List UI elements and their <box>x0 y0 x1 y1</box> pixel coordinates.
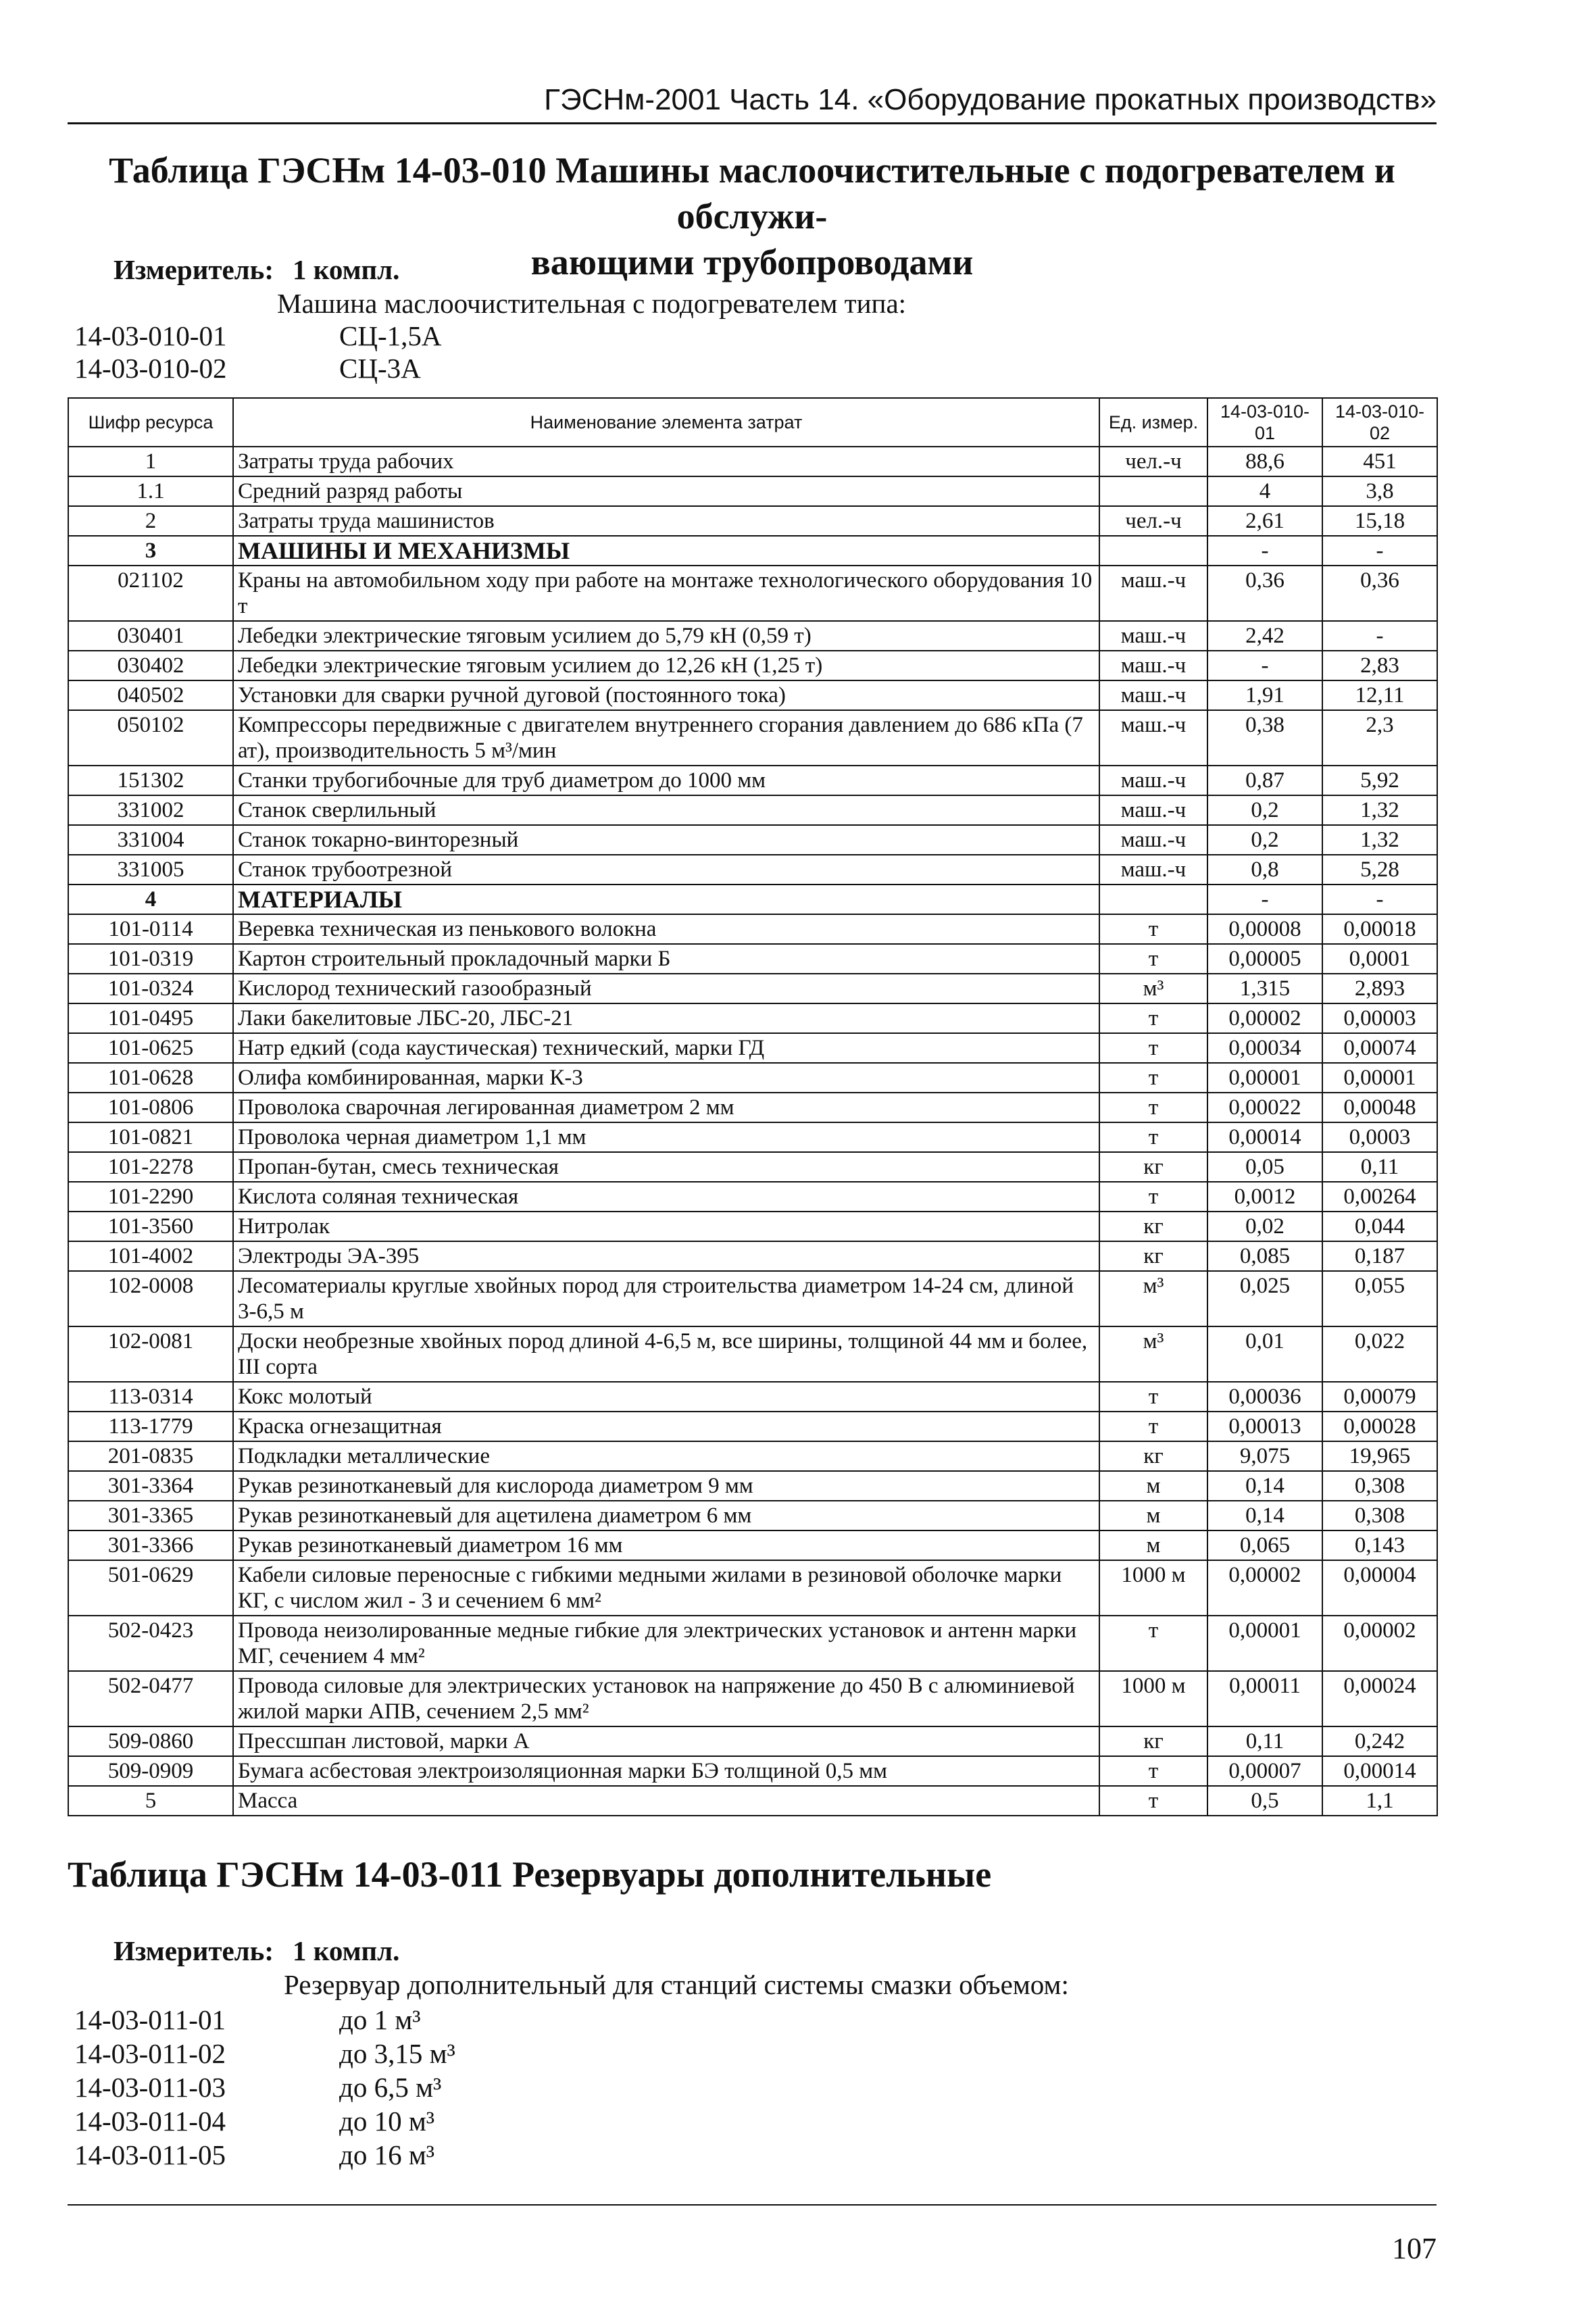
cell-unit: м³ <box>1099 1271 1207 1326</box>
cell-v1: 0,00022 <box>1207 1093 1322 1122</box>
table-row <box>68 447 1437 476</box>
cell-code: 101-0806 <box>68 1093 233 1122</box>
cell-v2: 0,00014 <box>1322 1756 1437 1786</box>
cell-code: 4 <box>68 885 233 914</box>
cell-code: 030401 <box>68 621 233 651</box>
cell-code: 502-0423 <box>68 1616 233 1671</box>
cell-unit <box>1099 476 1207 506</box>
cell-name: Проволока сварочная легированная диаметром 2 мм <box>233 1093 1099 1122</box>
table-row <box>68 1471 1437 1501</box>
cell-code: 331004 <box>68 825 233 855</box>
table2-variant-code: 14-03-011-04 <box>74 2106 226 2137</box>
cell-v1: 0,025 <box>1207 1271 1322 1326</box>
cell-unit: маш.-ч <box>1099 825 1207 855</box>
cell-v1: 0,065 <box>1207 1530 1322 1560</box>
table1-title-line1: Таблица ГЭСНм 14-03-010 Машины маслоочистительные с подогревателем и обслужи- <box>109 150 1395 237</box>
cell-v2: 1,32 <box>1322 825 1437 855</box>
table2-variant-name: до 1 м³ <box>339 2004 421 2035</box>
cell-name: Затраты труда рабочих <box>233 447 1099 476</box>
running-header: ГЭСНм-2001 Часть 14. «Оборудование прокатных производств» <box>544 83 1437 116</box>
table-row <box>68 1212 1437 1241</box>
cell-unit: т <box>1099 1382 1207 1412</box>
cell-code: 101-0319 <box>68 944 233 974</box>
cell-name: Установки для сварки ручной дуговой (постоянного тока) <box>233 680 1099 710</box>
cell-v2: 0,00024 <box>1322 1671 1437 1726</box>
cell-v1: - <box>1207 651 1322 680</box>
cell-v1: 0,02 <box>1207 1212 1322 1241</box>
cell-v1: 0,14 <box>1207 1471 1322 1501</box>
cell-name: Станок сверлильный <box>233 795 1099 825</box>
cell-v2: 0,00002 <box>1322 1616 1437 1671</box>
cell-v2: 1,32 <box>1322 795 1437 825</box>
cell-unit: т <box>1099 1412 1207 1441</box>
cell-code: 101-2278 <box>68 1152 233 1182</box>
cell-v2: 3,8 <box>1322 476 1437 506</box>
table-row <box>68 1382 1437 1412</box>
cell-name: Рукав резинотканевый диаметром 16 мм <box>233 1530 1099 1560</box>
cell-v2: 12,11 <box>1322 680 1437 710</box>
cell-unit: маш.-ч <box>1099 566 1207 621</box>
cell-name: Олифа комбинированная, марки К-3 <box>233 1063 1099 1093</box>
col-header-v1: 14-03-010-01 <box>1207 398 1322 447</box>
cell-v1: 0,00014 <box>1207 1122 1322 1152</box>
cell-unit: т <box>1099 914 1207 944</box>
table1-measure-value: 1 компл. <box>293 254 400 285</box>
cell-v1: 2,42 <box>1207 621 1322 651</box>
table1-intro: Машина маслоочистительная с подогревателем типа: <box>277 288 907 319</box>
cell-unit: м <box>1099 1530 1207 1560</box>
table2-title: Таблица ГЭСНм 14-03-011 Резервуары дополнительные <box>68 1854 992 1895</box>
cell-v1: 0,0012 <box>1207 1182 1322 1212</box>
cell-v1: 0,00007 <box>1207 1756 1322 1786</box>
cell-unit: кг <box>1099 1441 1207 1471</box>
cell-name: Доски необрезные хвойных пород длиной 4-6,5 м, все ширины, толщиной 44 мм и более, III сорта <box>233 1326 1099 1382</box>
cell-v1: - <box>1207 885 1322 914</box>
cell-unit: т <box>1099 1786 1207 1816</box>
table2-variant-name: до 10 м³ <box>339 2106 435 2137</box>
table2-intro: Резервуар дополнительный для станций системы смазки объемом: <box>284 1969 1069 2000</box>
cell-v1: 0,00008 <box>1207 914 1322 944</box>
cell-v1: 0,00034 <box>1207 1033 1322 1063</box>
footer-rule <box>68 2204 1437 2206</box>
table-row <box>68 1412 1437 1441</box>
table2-measure-value: 1 компл. <box>293 1935 400 1966</box>
cell-unit: т <box>1099 1122 1207 1152</box>
cell-name: Рукав резинотканевый для ацетилена диаметром 6 мм <box>233 1501 1099 1530</box>
cell-code: 3 <box>68 536 233 566</box>
cell-v1: 4 <box>1207 476 1322 506</box>
cell-name: Нитролак <box>233 1212 1099 1241</box>
cell-v2: 0,0003 <box>1322 1122 1437 1152</box>
cell-v1: 0,00001 <box>1207 1616 1322 1671</box>
cell-v2: 0,044 <box>1322 1212 1437 1241</box>
table-row <box>68 1560 1437 1616</box>
cell-v2: 0,308 <box>1322 1501 1437 1530</box>
cell-unit: маш.-ч <box>1099 710 1207 766</box>
cell-v2: 0,0001 <box>1322 944 1437 974</box>
cell-name: Натр едкий (сода каустическая) технический, марки ГД <box>233 1033 1099 1063</box>
cell-name: Прессшпан листовой, марки А <box>233 1726 1099 1756</box>
table-row <box>68 1152 1437 1182</box>
table-row <box>68 1033 1437 1063</box>
table-row <box>68 766 1437 795</box>
cell-v2: - <box>1322 536 1437 566</box>
cell-code: 509-0909 <box>68 1756 233 1786</box>
table1-variant-name: СЦ-1,5А <box>339 320 442 351</box>
cell-v2: 0,055 <box>1322 1271 1437 1326</box>
cell-v2: 2,893 <box>1322 974 1437 1003</box>
cell-v2: 15,18 <box>1322 506 1437 536</box>
cell-unit: т <box>1099 1093 1207 1122</box>
cell-name: МАТЕРИАЛЫ <box>233 885 1099 914</box>
cell-v2: - <box>1322 621 1437 651</box>
cell-name: Картон строительный прокладочный марки Б <box>233 944 1099 974</box>
cell-code: 113-0314 <box>68 1382 233 1412</box>
cell-code: 301-3365 <box>68 1501 233 1530</box>
cell-v2: 19,965 <box>1322 1441 1437 1471</box>
cell-v1: 9,075 <box>1207 1441 1322 1471</box>
table-row <box>68 855 1437 885</box>
cell-v2: 0,308 <box>1322 1471 1437 1501</box>
table2-measure-label: Измеритель: <box>114 1935 274 1966</box>
cell-code: 501-0629 <box>68 1560 233 1616</box>
cell-unit: кг <box>1099 1212 1207 1241</box>
resource-table-body <box>68 447 1437 1816</box>
table1-measure-label: Измеритель: <box>114 254 274 285</box>
cell-code: 201-0835 <box>68 1441 233 1471</box>
cell-v2: 0,00048 <box>1322 1093 1437 1122</box>
table-row <box>68 1241 1437 1271</box>
table-row <box>68 506 1437 536</box>
cell-v1: 0,00001 <box>1207 1063 1322 1093</box>
cell-code: 509-0860 <box>68 1726 233 1756</box>
table-row <box>68 974 1437 1003</box>
cell-name: Кокс молотый <box>233 1382 1099 1412</box>
cell-v2: 0,00001 <box>1322 1063 1437 1093</box>
table2-variant-name: до 6,5 м³ <box>339 2072 442 2103</box>
cell-v2: 451 <box>1322 447 1437 476</box>
cell-code: 021102 <box>68 566 233 621</box>
cell-unit: т <box>1099 1003 1207 1033</box>
table2-variant-code: 14-03-011-01 <box>74 2004 226 2035</box>
table1-variant-code: 14-03-010-01 <box>74 320 227 351</box>
table-row <box>68 1530 1437 1560</box>
cell-unit: т <box>1099 1033 1207 1063</box>
cell-unit: кг <box>1099 1152 1207 1182</box>
cell-unit: маш.-ч <box>1099 795 1207 825</box>
cell-code: 102-0081 <box>68 1326 233 1382</box>
cell-unit: т <box>1099 1616 1207 1671</box>
cell-name: Станки трубогибочные для труб диаметром до 1000 мм <box>233 766 1099 795</box>
cell-v2: 0,36 <box>1322 566 1437 621</box>
cell-code: 101-0324 <box>68 974 233 1003</box>
cell-code: 151302 <box>68 766 233 795</box>
cell-v1: 0,14 <box>1207 1501 1322 1530</box>
cell-name: Краска огнезащитная <box>233 1412 1099 1441</box>
table-row <box>68 1616 1437 1671</box>
cell-code: 301-3366 <box>68 1530 233 1560</box>
cell-name: Кислород технический газообразный <box>233 974 1099 1003</box>
col-header-unit: Ед. измер. <box>1099 398 1207 447</box>
cell-code: 1 <box>68 447 233 476</box>
cell-name: Проволока черная диаметром 1,1 мм <box>233 1122 1099 1152</box>
cell-unit: маш.-ч <box>1099 680 1207 710</box>
cell-name: Лебедки электрические тяговым усилием до 5,79 кН (0,59 т) <box>233 621 1099 651</box>
section-row <box>68 885 1437 914</box>
cell-name: Кислота соляная техническая <box>233 1182 1099 1212</box>
table-row <box>68 1271 1437 1326</box>
cell-unit: м³ <box>1099 974 1207 1003</box>
cell-unit: маш.-ч <box>1099 651 1207 680</box>
cell-v2: 0,00079 <box>1322 1382 1437 1412</box>
cell-unit: т <box>1099 944 1207 974</box>
cell-v2: 2,3 <box>1322 710 1437 766</box>
table-row <box>68 680 1437 710</box>
cell-unit: 1000 м <box>1099 1560 1207 1616</box>
cell-v1: 0,11 <box>1207 1726 1322 1756</box>
cell-code: 5 <box>68 1786 233 1816</box>
cell-unit: маш.-ч <box>1099 855 1207 885</box>
cell-name: Лаки бакелитовые ЛБС-20, ЛБС-21 <box>233 1003 1099 1033</box>
cell-name: Масса <box>233 1786 1099 1816</box>
col-header-v2: 14-03-010-02 <box>1322 398 1437 447</box>
table-row <box>68 1063 1437 1093</box>
table-row <box>68 1003 1437 1033</box>
cell-code: 030402 <box>68 651 233 680</box>
cell-v1: 0,36 <box>1207 566 1322 621</box>
cell-v1: 0,5 <box>1207 1786 1322 1816</box>
cell-code: 1.1 <box>68 476 233 506</box>
table-row <box>68 1501 1437 1530</box>
cell-code: 101-0625 <box>68 1033 233 1063</box>
cell-name: Веревка техническая из пенькового волокна <box>233 914 1099 944</box>
table2-variant-code: 14-03-011-03 <box>74 2072 226 2103</box>
cell-name: Пропан-бутан, смесь техническая <box>233 1152 1099 1182</box>
cell-v2: 0,11 <box>1322 1152 1437 1182</box>
cell-unit: чел.-ч <box>1099 447 1207 476</box>
cell-code: 2 <box>68 506 233 536</box>
cell-name: Рукав резинотканевый для кислорода диаметром 9 мм <box>233 1471 1099 1501</box>
cell-unit: кг <box>1099 1726 1207 1756</box>
table-row <box>68 710 1437 766</box>
table-row <box>68 795 1437 825</box>
cell-v1: 0,38 <box>1207 710 1322 766</box>
col-header-name: Наименование элемента затрат <box>233 398 1099 447</box>
cell-unit: м <box>1099 1471 1207 1501</box>
cell-name: Станок трубоотрезной <box>233 855 1099 885</box>
table-row <box>68 621 1437 651</box>
cell-name: Провода силовые для электрических установок на напряжение до 450 В с алюминиевой жилой марки АПВ, сечением 2,5 мм² <box>233 1671 1099 1726</box>
page-number: 107 <box>1392 2232 1437 2265</box>
table-row <box>68 651 1437 680</box>
table-row <box>68 1122 1437 1152</box>
cell-unit: т <box>1099 1182 1207 1212</box>
cell-code: 101-0628 <box>68 1063 233 1093</box>
cell-code: 101-2290 <box>68 1182 233 1212</box>
table-row <box>68 1671 1437 1726</box>
cell-unit: кг <box>1099 1241 1207 1271</box>
table-row <box>68 1726 1437 1756</box>
cell-v1: 0,085 <box>1207 1241 1322 1271</box>
header-rule <box>68 122 1437 124</box>
cell-name: Компрессоры передвижные с двигателем внутреннего сгорания давлением до 686 кПа (7 ат), производительность 5 м³/мин <box>233 710 1099 766</box>
cell-v1: 0,00013 <box>1207 1412 1322 1441</box>
cell-code: 040502 <box>68 680 233 710</box>
cell-name: Бумага асбестовая электроизоляционная марки БЭ толщиной 0,5 мм <box>233 1756 1099 1786</box>
section-row <box>68 536 1437 566</box>
cell-code: 102-0008 <box>68 1271 233 1326</box>
cell-v2: 1,1 <box>1322 1786 1437 1816</box>
cell-name: Краны на автомобильном ходу при работе на монтаже технологического оборудования 10 т <box>233 566 1099 621</box>
table2-variant-code: 14-03-011-05 <box>74 2139 226 2170</box>
cell-unit: м³ <box>1099 1326 1207 1382</box>
cell-unit: т <box>1099 1063 1207 1093</box>
cell-v1: 0,05 <box>1207 1152 1322 1182</box>
cell-v1: 0,8 <box>1207 855 1322 885</box>
resource-table <box>68 397 1438 1816</box>
cell-v2: 0,00074 <box>1322 1033 1437 1063</box>
cell-v2: 0,00028 <box>1322 1412 1437 1441</box>
cell-code: 101-3560 <box>68 1212 233 1241</box>
cell-v2: - <box>1322 885 1437 914</box>
cell-unit: маш.-ч <box>1099 766 1207 795</box>
table2-measure <box>114 1933 399 1969</box>
table-header-row <box>68 398 1437 447</box>
cell-code: 101-0495 <box>68 1003 233 1033</box>
cell-unit: т <box>1099 1756 1207 1786</box>
cell-name: Средний разряд работы <box>233 476 1099 506</box>
cell-unit <box>1099 536 1207 566</box>
cell-v2: 2,83 <box>1322 651 1437 680</box>
table1-variant-code: 14-03-010-02 <box>74 353 227 384</box>
cell-name: МАШИНЫ И МЕХАНИЗМЫ <box>233 536 1099 566</box>
table1-measure <box>114 251 399 288</box>
cell-code: 331002 <box>68 795 233 825</box>
cell-name: Кабели силовые переносные с гибкими медными жилами в резиновой оболочке марки КГ, с числом жил - 3 и сечением 6 мм² <box>233 1560 1099 1616</box>
table2-variant-code: 14-03-011-02 <box>74 2038 226 2069</box>
cell-v1: 0,00036 <box>1207 1382 1322 1412</box>
cell-code: 113-1779 <box>68 1412 233 1441</box>
cell-v2: 0,00003 <box>1322 1003 1437 1033</box>
table1-variant-name: СЦ-3А <box>339 353 421 384</box>
cell-name: Подкладки металлические <box>233 1441 1099 1471</box>
table2-variant-name: до 16 м³ <box>339 2139 435 2170</box>
cell-name: Лебедки электрические тяговым усилием до 12,26 кН (1,25 т) <box>233 651 1099 680</box>
table-row <box>68 1441 1437 1471</box>
cell-v2: 5,92 <box>1322 766 1437 795</box>
table1-title-line2: вающими трубопроводами <box>530 242 974 282</box>
cell-v2: 0,143 <box>1322 1530 1437 1560</box>
cell-v2: 0,00004 <box>1322 1560 1437 1616</box>
table-row <box>68 1326 1437 1382</box>
table-row <box>68 1182 1437 1212</box>
cell-v1: 1,91 <box>1207 680 1322 710</box>
cell-v2: 0,00264 <box>1322 1182 1437 1212</box>
cell-v1: 88,6 <box>1207 447 1322 476</box>
cell-code: 101-0821 <box>68 1122 233 1152</box>
cell-name: Лесоматериалы круглые хвойных пород для строительства диаметром 14-24 см, длиной 3-6,5 м <box>233 1271 1099 1326</box>
cell-v1: 0,00011 <box>1207 1671 1322 1726</box>
cell-v1: 0,2 <box>1207 825 1322 855</box>
cell-name: Провода неизолированные медные гибкие для электрических установок и антенн марки МГ, сечением 4 мм² <box>233 1616 1099 1671</box>
cell-code: 331005 <box>68 855 233 885</box>
cell-v1: 2,61 <box>1207 506 1322 536</box>
table-row <box>68 1786 1437 1816</box>
table-row <box>68 825 1437 855</box>
table-row <box>68 566 1437 621</box>
cell-name: Станок токарно-винторезный <box>233 825 1099 855</box>
cell-unit: маш.-ч <box>1099 621 1207 651</box>
table2-variant-name: до 3,15 м³ <box>339 2038 455 2069</box>
cell-v1: 0,00002 <box>1207 1003 1322 1033</box>
cell-code: 050102 <box>68 710 233 766</box>
cell-v2: 0,00018 <box>1322 914 1437 944</box>
cell-v2: 0,187 <box>1322 1241 1437 1271</box>
cell-v1: 1,315 <box>1207 974 1322 1003</box>
cell-unit: 1000 м <box>1099 1671 1207 1726</box>
table-row <box>68 476 1437 506</box>
cell-v1: 0,01 <box>1207 1326 1322 1382</box>
cell-name: Затраты труда машинистов <box>233 506 1099 536</box>
cell-unit <box>1099 885 1207 914</box>
cell-code: 101-0114 <box>68 914 233 944</box>
table-row <box>68 914 1437 944</box>
cell-v2: 5,28 <box>1322 855 1437 885</box>
cell-v2: 0,242 <box>1322 1726 1437 1756</box>
cell-code: 301-3364 <box>68 1471 233 1501</box>
cell-v1: - <box>1207 536 1322 566</box>
cell-v1: 0,87 <box>1207 766 1322 795</box>
cell-v2: 0,022 <box>1322 1326 1437 1382</box>
cell-v1: 0,00005 <box>1207 944 1322 974</box>
cell-v1: 0,2 <box>1207 795 1322 825</box>
cell-unit: м <box>1099 1501 1207 1530</box>
cell-code: 101-4002 <box>68 1241 233 1271</box>
table-row <box>68 944 1437 974</box>
cell-name: Электроды ЭА-395 <box>233 1241 1099 1271</box>
table-row <box>68 1093 1437 1122</box>
cell-v1: 0,00002 <box>1207 1560 1322 1616</box>
cell-code: 502-0477 <box>68 1671 233 1726</box>
table-row <box>68 1756 1437 1786</box>
cell-unit: чел.-ч <box>1099 506 1207 536</box>
col-header-code: Шифр ресурса <box>68 398 233 447</box>
